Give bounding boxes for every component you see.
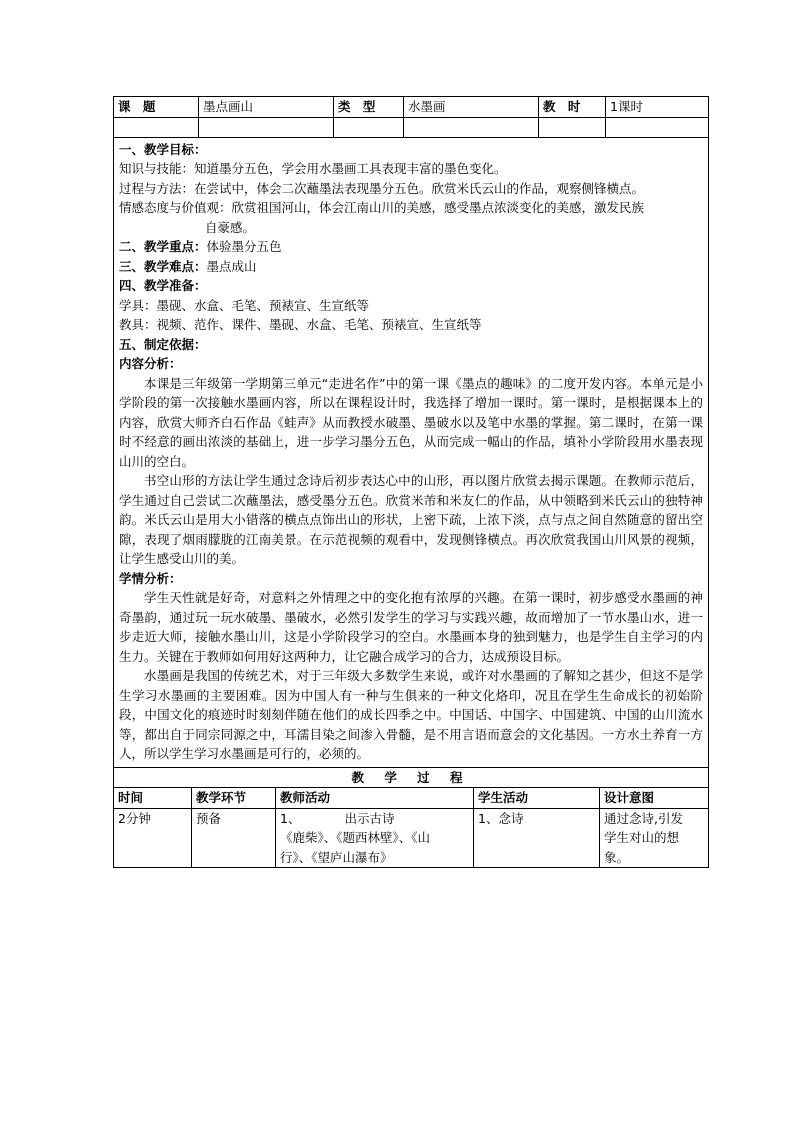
prep-teacher: 教具：视频、范作、课件、墨砚、水盒、毛笔、预裱宣、生宣纸等 (119, 317, 482, 332)
hours-value: 1课时 (606, 97, 709, 118)
goal-emotion (119, 198, 703, 218)
teacher-line-3: 行》、《望庐山瀑布》 (280, 849, 393, 865)
goal-emotion-cont: 自豪感。 (205, 219, 256, 235)
goal-process (119, 179, 703, 199)
goal-emotion-label: 情感态度与价值观： (119, 200, 232, 215)
header-blank-row (114, 117, 709, 137)
type-value: 水墨画 (404, 97, 539, 118)
goal-process-text: 在尝试中，体会二次蘸墨法表现墨分五色。欣赏米氏云山的作品，观察侧锋横点。 (194, 180, 645, 196)
header-row (114, 97, 709, 118)
process-header-row (114, 788, 709, 809)
blank-cell (606, 117, 709, 137)
teacher-line1-text: 出示古诗 (344, 810, 395, 826)
goal-emotion-text: 欣赏祖国河山，体会江南山川的美感，感受墨点浓淡变化的美感，激发民族 (231, 200, 645, 215)
content-paragraph-1: 本课是三年级第一学期第三单元“走进名作”中的第一课《墨点的趣味》的二度开发内容。本单元是小学阶段的第一次接触水墨画内容，所以在课程设计时，我选择了增加一课时。第一课时，是根据课本上的内容，欣赏大师齐白石作品《蛙声》从而教授水破墨、墨破水以及笔中水墨的掌握。第二课时，在第一课时不经意的画出浓淡的基础上，进一步学习墨分五色，从而完成一幅山的作品，填补小学阶段用水墨表现山川的空白。 (119, 375, 703, 469)
student-paragraph-1: 学生天性就是好奇，对意料之外情理之中的变化抱有浓厚的兴趣。在第一课时，初步感受水墨画的神奇墨韵，通过玩一玩水破墨、墨破水，必然引发学生的学习与实践兴趣，故而增加了一节水墨山水，进一步走近大师，接触水墨山川，这是小学阶段学习的空白。水墨画本身的独到魅力，也是学生自主学习的内生力。关键在于教师如何用好这两种力，让它融合成学习的合力，达成预设目标。 (119, 590, 703, 664)
process-title: 教 学 过 程 (114, 767, 709, 788)
col-stage: 教学环节 (192, 788, 276, 809)
subject-value: 墨点画山 (199, 97, 334, 118)
blank-cell (404, 117, 539, 137)
key-title: 二、教学重点： (119, 239, 207, 254)
table-row (114, 808, 709, 868)
basis-title: 五、制定依据： (119, 336, 207, 352)
prep-student: 学具：墨砚、水盒、毛笔、预裱宣、生宣纸等 (119, 297, 370, 313)
row-time: 2分钟 (114, 808, 192, 868)
teacher-line-2: 《鹿柴》、《题西林壁》、《山 (280, 830, 431, 845)
difficult-text: 墨点成山 (206, 258, 257, 274)
blank-cell (114, 117, 199, 137)
col-time: 时间 (114, 788, 192, 809)
key-point (119, 237, 703, 257)
key-text: 体验墨分五色 (206, 239, 282, 254)
goal-knowledge-text: 知道墨分五色，学会用水墨画工具表现丰富的墨色变化。 (194, 161, 507, 176)
teacher-num: 1、 (280, 810, 301, 826)
hours-label: 教 时 (539, 97, 606, 118)
intent-line-1: 通过念诗,引发 (604, 810, 683, 826)
process-title-row (114, 767, 709, 788)
content-paragraph-2: 书空山形的方法让学生通过念诗后初步表达心中的山形，再以图片欣赏去揭示课题。在教师示范后，学生通过自己尝试二次蘸墨法，感受墨分五色。欣赏米芾和米友仁的作品，从中领略到米氏云山的独特神韵。米氏云山是用大小错落的横点点饰出山的形状，上密下疏，上浓下淡，点与点之间自然随意的留出空隙，表现了烟雨朦胧的江南美景。在示范视频的观看中，发现侧锋横点。再次欣赏我国山川风景的视频，让学生感受山川的美。 (119, 473, 703, 566)
difficult-point (119, 257, 703, 277)
goal-knowledge-label: 知识与技能： (119, 161, 195, 176)
student-paragraph-2: 水墨画是我国的传统艺术，对于三年级大多数学生来说，或许对水墨画的了解知之甚少，但这不是学生学习水墨画的主要困难。因为中国人有一种与生俱来的一种文化烙印，况且在学生生命成长的初始阶段，中国文化的痕迹时时刻刻伴随在他们的成长四季之中。中国话、中国字、中国建筑、中国的山川流水等，都出自于同宗同源之中，耳濡目染之间渗入骨髓，是不用言语而意会的文化基因。一方水土养育一方人，所以学生学习水墨画是可行的，必须的。 (119, 668, 703, 761)
type-label: 类 型 (334, 97, 404, 118)
col-teacher: 教师活动 (276, 788, 474, 809)
row-intent (600, 808, 709, 868)
lesson-content (114, 137, 709, 767)
difficult-title: 三、教学难点： (119, 258, 207, 274)
goal-process-label: 过程与方法： (119, 180, 195, 196)
row-stage: 预备 (192, 808, 276, 868)
goals-title: 一、教学目标： (119, 141, 207, 157)
prep-title: 四、教学准备： (119, 278, 207, 293)
intent-line-3: 象。 (604, 849, 630, 865)
intent-line-2: 学生对山的想 (604, 830, 680, 845)
process-table (113, 767, 709, 869)
subject-label: 课 题 (114, 97, 199, 118)
content-row (114, 137, 709, 767)
lesson-plan-page (113, 96, 708, 868)
blank-cell (334, 117, 404, 137)
goal-knowledge (119, 159, 703, 179)
content-analysis-title: 内容分析： (119, 356, 182, 371)
blank-cell (539, 117, 606, 137)
col-intent: 设计意图 (600, 788, 709, 809)
row-teacher (276, 808, 474, 868)
col-student: 学生活动 (474, 788, 600, 809)
blank-cell (199, 117, 334, 137)
lesson-plan-table (113, 96, 709, 768)
teacher-line-1 (280, 809, 469, 829)
row-student: 1、念诗 (474, 808, 600, 868)
student-analysis-title: 学情分析： (119, 570, 182, 586)
